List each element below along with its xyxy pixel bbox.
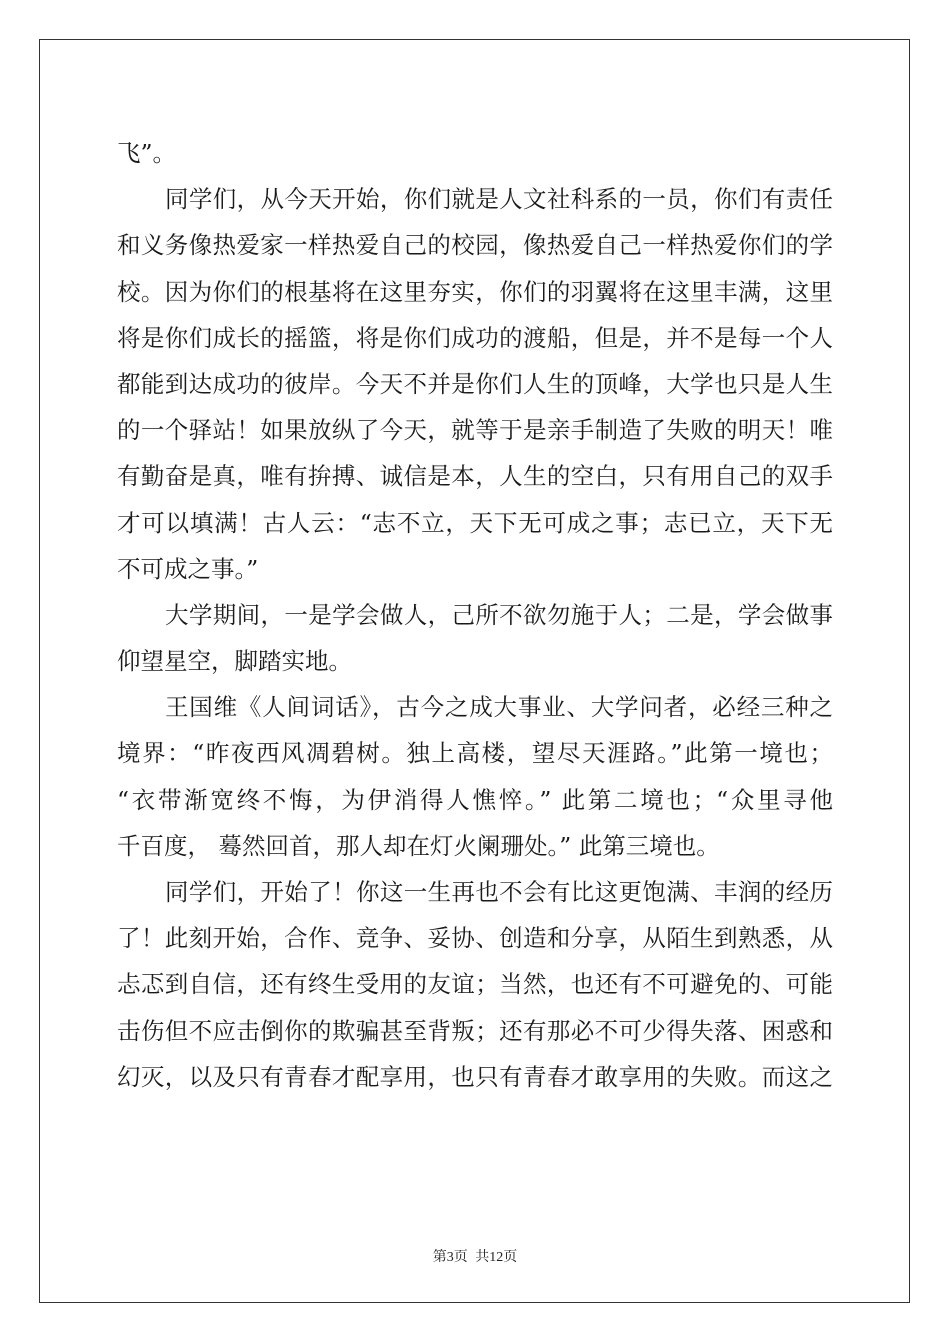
text-line: 飞”。 (117, 139, 177, 167)
text-line: 幻灭，以及只有青春才配享用，也只有青春才敢享用的失败。而这之 (117, 1062, 833, 1091)
text-line: 和义务像热爱家一样热爱自己的校园，像热爱自己一样热爱你们的学 (117, 231, 833, 260)
text-line: 境界：“昨夜西风凋碧树。独上高楼，望尽天涯路。”此第一境也； (117, 739, 833, 768)
text-line: 同学们，从今天开始，你们就是人文社科系的一员，你们有责任 (165, 185, 833, 214)
text-line: 将是你们成长的摇篮，将是你们成功的渡船，但是，并不是每一个人 (117, 323, 833, 352)
text-line: 千百度， 蓦然回首，那人却在灯火阑珊处。” 此第三境也。 (117, 831, 720, 860)
text-line: 同学们，开始了！你这一生再也不会有比这更饱满、丰润的经历 (165, 878, 833, 906)
text-line: 的一个驿站！如果放纵了今天，就等于是亲手制造了失败的明天！唯 (117, 416, 833, 445)
page-total: 共12页 (475, 1250, 518, 1265)
document-body (117, 130, 833, 1100)
text-line: 不可成之事。” (117, 554, 259, 583)
text-line: 仰望星空，脚踏实地。 (117, 647, 352, 676)
page-number: 第3页 (432, 1250, 468, 1265)
text-line: 都能到达成功的彼岸。今天不并是你们人生的顶峰，大学也只是人生 (117, 369, 833, 398)
text-line: 了！此刻开始，合作、竞争、妥协、创造和分享，从陌生到熟悉，从 (117, 924, 833, 953)
text-line: “衣带渐宽终不悔，为伊消得人憔悴。” 此第二境也；“众里寻他 (117, 785, 833, 814)
page-footer (0, 1246, 950, 1266)
text-line: 王国维《人间词话》，古今之成大事业、大学问者，必经三种之 (165, 693, 833, 722)
text-line: 才可以填满！古人云：“志不立，天下无可成之事；志已立，天下无 (117, 508, 833, 537)
text-line: 有勤奋是真，唯有拚搏、诚信是本，人生的空白，只有用自己的双手 (117, 462, 833, 491)
text-line: 大学期间，一是学会做人，己所不欲勿施于人；二是，学会做事 (165, 600, 833, 629)
text-line: 校。因为你们的根基将在这里夯实，你们的羽翼将在这里丰满，这里 (117, 277, 833, 306)
text-line: 忐忑到自信，还有终生受用的友谊；当然，也还有不可避免的、可能 (117, 970, 833, 999)
text-line: 击伤但不应击倒你的欺骗甚至背叛；还有那必不可少得失落、困惑和 (117, 1016, 833, 1045)
